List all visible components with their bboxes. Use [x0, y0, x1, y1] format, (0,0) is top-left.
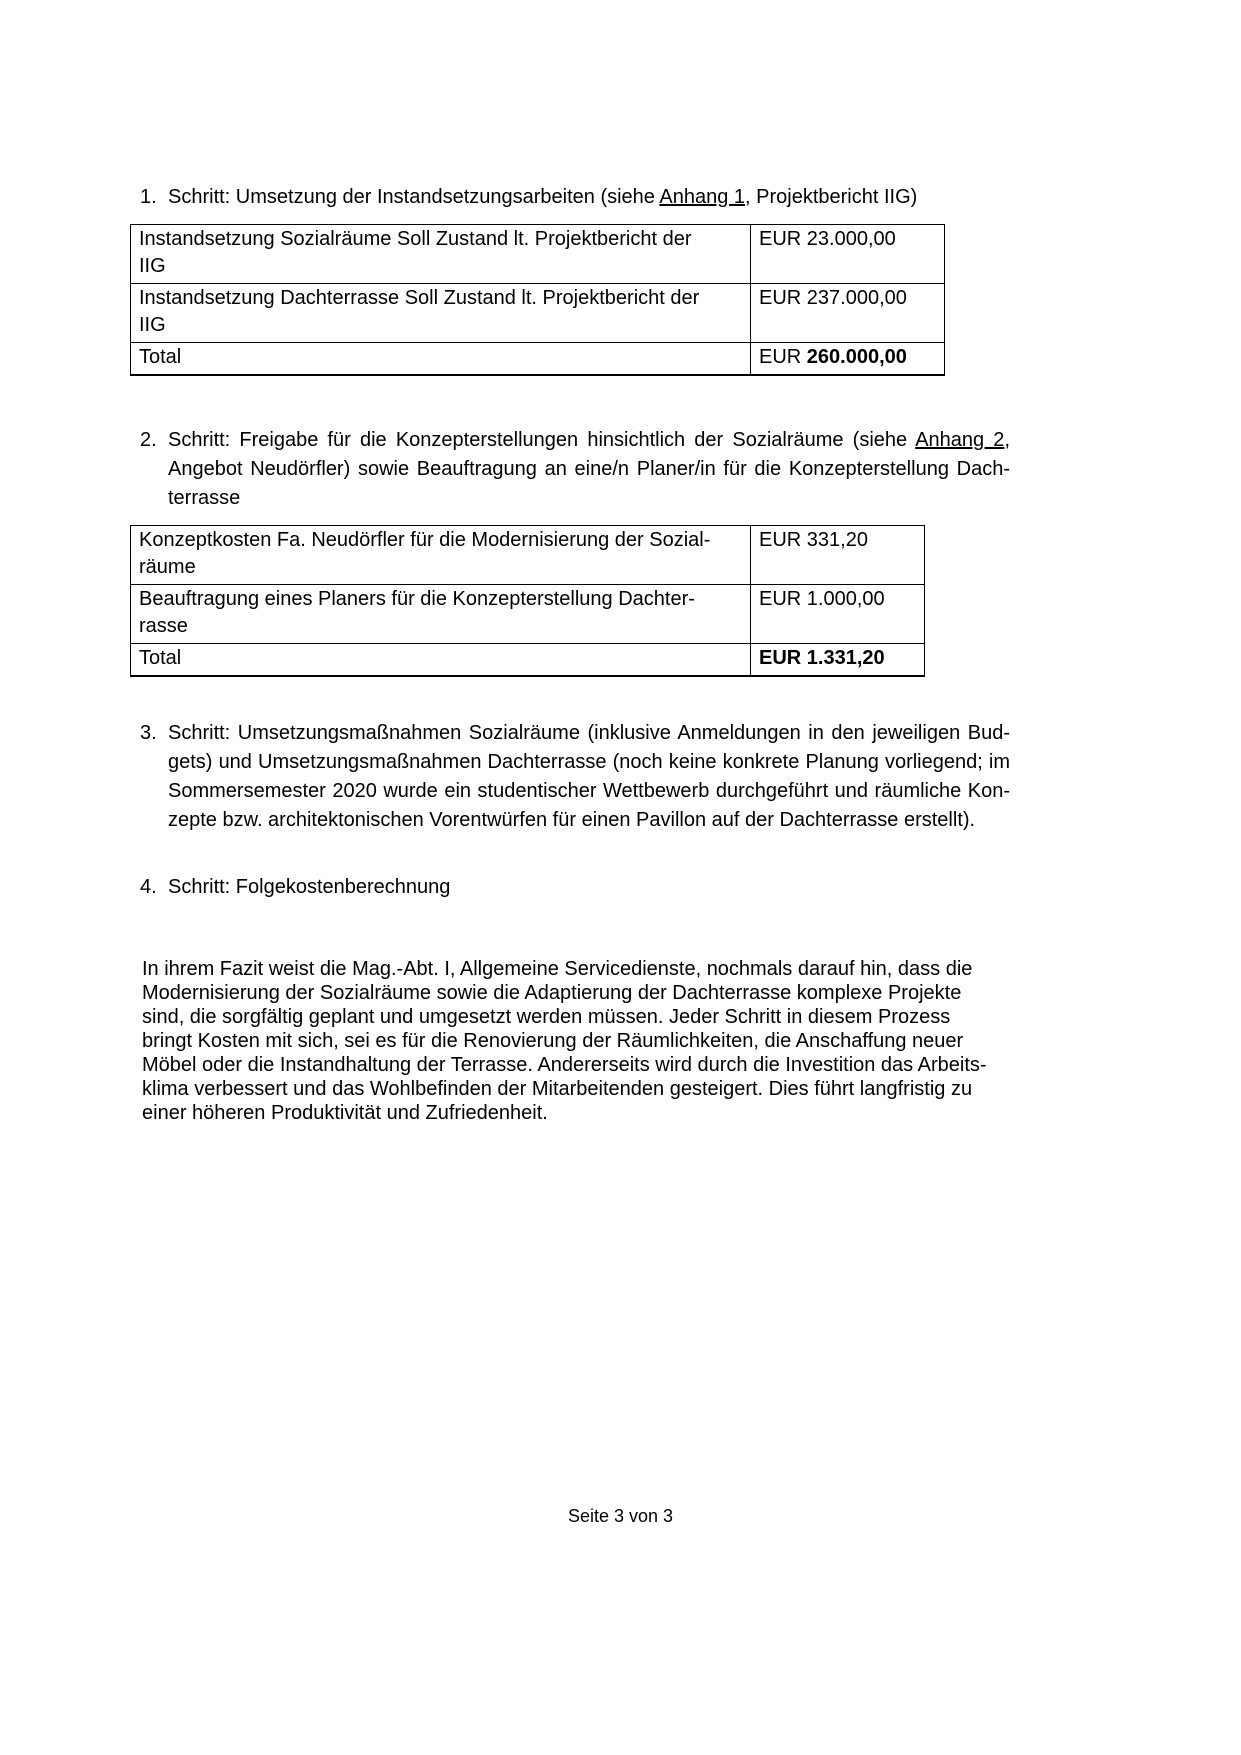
- amount: 1.331,20: [806, 647, 885, 669]
- text-line: Möbel oder die Instandhaltung der Terrasse. Andererseits wird durch die Investition das Arbeits-: [142, 1054, 987, 1076]
- text-segment: ,: [1004, 429, 1010, 451]
- list-item-text: [168, 873, 1010, 902]
- page-footer: [0, 1505, 1241, 1527]
- text-line: Schritt: Umsetzungsmaßnahmen Sozialräume (inklusive Anmeldungen in den jeweiligen Bud-: [168, 722, 1010, 744]
- label-cell: [131, 644, 751, 677]
- text-line: einer höheren Produktivität und Zufriedenheit.: [142, 1102, 548, 1124]
- label-line: Instandsetzung Dachterrasse Soll Zustand lt. Projektbericht der: [139, 287, 700, 309]
- amount-cell: [751, 225, 945, 284]
- amount-cell: [751, 644, 925, 677]
- text-line: Angebot Neudörfler) sowie Beauftragung an eine/n Planer/in für die Konzepterstellung Dach-: [168, 458, 1010, 480]
- label-line: Beauftragung eines Planers für die Konzepterstellung Dachter-: [139, 588, 695, 610]
- label-line: räume: [139, 556, 196, 578]
- list-item-number: 4.: [140, 876, 157, 898]
- text-line: Schritt: Folgekostenberechnung: [168, 876, 451, 898]
- text-line: sind, die sorgfältig geplant und umgesetzt werden müssen. Jeder Schritt in diesem Prozess: [142, 1006, 951, 1028]
- text-line: Modernisierung der Sozialräume sowie die Adaptierung der Dachterrasse komplexe Projekte: [142, 982, 962, 1004]
- list-item-number: 2.: [140, 429, 157, 451]
- list-item-4: [140, 873, 1010, 902]
- table-row: [131, 585, 925, 644]
- list-item-number: 1.: [140, 186, 157, 208]
- table-row: [131, 526, 925, 585]
- amount: 1.000,00: [806, 588, 885, 610]
- amount-cell: [751, 284, 945, 343]
- amount-cell: [751, 526, 925, 585]
- amount-cell: [751, 343, 945, 376]
- currency: EUR: [759, 647, 802, 669]
- currency: EUR: [759, 228, 802, 250]
- page-number: Seite 3 von 3: [567, 1506, 674, 1526]
- label-cell: [131, 526, 751, 585]
- text-segment: , Projektbericht IIG): [745, 186, 918, 208]
- amount: 260.000,00: [806, 346, 907, 368]
- label-cell: [131, 284, 751, 343]
- amount-cell: [751, 585, 925, 644]
- text-line: [168, 183, 1010, 212]
- amount: 331,20: [806, 529, 868, 551]
- document-content: [130, 183, 1010, 1125]
- table-row: [131, 284, 945, 343]
- label-line: rasse: [139, 615, 188, 637]
- table-row: [131, 225, 945, 284]
- label-cell: [131, 225, 751, 284]
- cost-table-1: [130, 224, 945, 376]
- amount: 237.000,00: [806, 287, 907, 309]
- list-item-text: [168, 719, 1010, 835]
- list-item-text: [168, 183, 1010, 212]
- label-cell: [131, 585, 751, 644]
- label-line: IIG: [139, 255, 166, 277]
- text-line: terrasse: [168, 487, 241, 509]
- table-total-row: [131, 644, 925, 677]
- cost-table-2: [130, 525, 925, 677]
- text-line: [168, 426, 1010, 455]
- text-segment: Schritt: Freigabe für die Konzepterstellungen hinsichtlich der Sozialräume (siehe: [168, 429, 916, 451]
- text-segment: Schritt: Umsetzung der Instandsetzungsarbeiten (siehe: [168, 186, 660, 208]
- amount: 23.000,00: [806, 228, 896, 250]
- table-total-row: [131, 343, 945, 376]
- label-line: IIG: [139, 314, 166, 336]
- list-item-text: [168, 426, 1010, 513]
- list-item-2: [140, 426, 1010, 513]
- label-line: Instandsetzung Sozialräume Soll Zustand lt. Projektbericht der: [139, 228, 692, 250]
- label-line: Total: [139, 647, 182, 669]
- text-line: Sommersemester 2020 wurde ein studentischer Wettbewerb durchgeführt und räumliche Kon-: [168, 780, 1010, 802]
- currency: EUR: [759, 588, 802, 610]
- text-line: klima verbessert und das Wohlbefinden der Mitarbeitenden gesteigert. Dies führt langfristig zu: [142, 1078, 973, 1100]
- currency: EUR: [759, 346, 802, 368]
- text-line: gets) und Umsetzungsmaßnahmen Dachterrasse (noch keine konkrete Planung vorliegend; im: [168, 751, 1010, 773]
- list-item-1: [140, 183, 1010, 212]
- list-item-3: [140, 719, 1010, 835]
- list-item-number: 3.: [140, 722, 157, 744]
- currency: EUR: [759, 287, 802, 309]
- closing-paragraph: [142, 957, 1017, 1125]
- currency: EUR: [759, 529, 802, 551]
- label-line: Konzeptkosten Fa. Neudörfler für die Modernisierung der Sozial-: [139, 529, 711, 551]
- text-line: bringt Kosten mit sich, sei es für die Renovierung der Räumlichkeiten, die Anschaffung neuer: [142, 1030, 964, 1052]
- text-line: zepte bzw. architektonischen Vorentwürfen für einen Pavillon auf der Dachterrasse erstellt).: [168, 809, 976, 831]
- label-cell: [131, 343, 751, 376]
- anhang-1-link[interactable]: Anhang 1: [659, 186, 746, 208]
- label-line: Total: [139, 346, 182, 368]
- text-line: In ihrem Fazit weist die Mag.-Abt. I, Allgemeine Servicedienste, nochmals darauf hin, dass die: [142, 958, 973, 980]
- anhang-2-link[interactable]: Anhang 2: [915, 429, 1005, 451]
